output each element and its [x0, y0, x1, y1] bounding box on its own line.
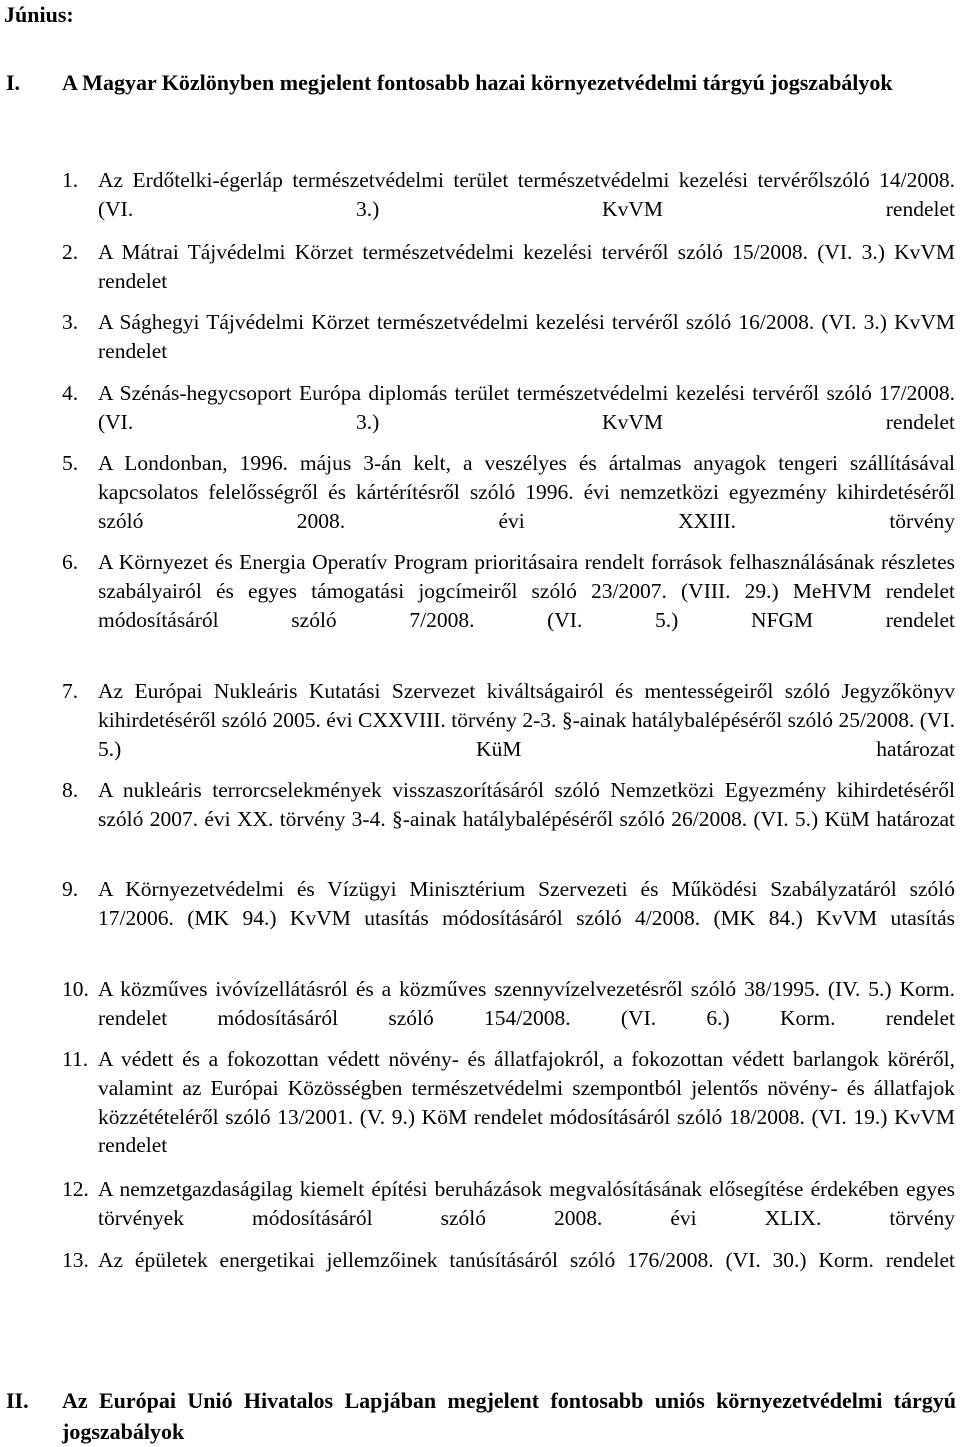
item-number: 13. [62, 1248, 89, 1272]
item-number: 2. [62, 240, 79, 264]
item-number: 11. [62, 1047, 89, 1071]
month-heading: Június: [4, 2, 74, 27]
item-number: 9. [62, 877, 79, 901]
item-number: 8. [62, 778, 79, 802]
item-number: 4. [62, 381, 79, 405]
section-number: II. [6, 1388, 29, 1413]
section-number: I. [6, 70, 21, 95]
list-item [62, 1246, 955, 1304]
item-text: Az Európai Nukleáris Kutatási Szervezet kiváltságairól és mentességeiről szóló Jegyzőkönyv kihirdetéséről szóló 2005. évi CXXVIII. törvény 2-3. §-ainak hatálybalépéséről szóló 25/2008. (VI. 5.) KüM határozat [98, 679, 955, 761]
item-text: A nemzetgazdaságilag kiemelt építési beruházások megvalósításának elősegítése érdekében egyes törvények módosításáról szóló 2008. évi XLIX. törvény [98, 1177, 955, 1230]
item-number: 3. [62, 310, 79, 334]
item-text: A Mátrai Tájvédelmi Körzet természetvédelmi kezelési tervéről szóló 15/2008. (VI. 3.) KvVM rendelet [98, 240, 955, 293]
list-item [62, 776, 955, 862]
item-text: A Sághegyi Tájvédelmi Körzet természetvédelmi kezelési tervéről szóló 16/2008. (VI. 3.) KvVM rendelet [98, 310, 955, 363]
item-number: 6. [62, 550, 79, 574]
item-number: 10. [62, 977, 89, 1001]
section-title: A Magyar Közlönyben megjelent fontosabb hazai környezetvédelmi tárgyú jogszabályok [62, 70, 893, 95]
item-text: A Környezetvédelmi és Vízügyi Minisztérium Szervezeti és Működési Szabályzatáról szóló 17/2006. (MK 94.) KvVM utasítás módosításáról szóló 4/2008. (MK 84.) KvVM utasítás [98, 877, 955, 930]
item-text: A nukleáris terrorcselekmények visszaszorításáról szóló Nemzetközi Egyezmény kihirdetéséről szóló 2007. évi XX. törvény 3-4. §-ainak hatálybalépéséről szóló 26/2008. (VI. 5.) KüM határozat [98, 778, 955, 831]
list-item [62, 1045, 955, 1189]
item-text: Az épületek energetikai jellemzőinek tanúsításáról szóló 176/2008. (VI. 30.) Korm. rendelet [98, 1248, 955, 1272]
list-item [62, 548, 955, 663]
section-heading-2 [6, 1385, 956, 1444]
item-text: A Környezet és Energia Operatív Program prioritásaira rendelt források felhasználásának részletes szabályairól és egyes támogatási jogcímeiről szóló 23/2007. (VIII. 29.) MeHVM rendelet módosításáról szóló 7/2008. (VI. 5.) NFGM rendelet [98, 550, 955, 632]
item-number: 1. [62, 168, 79, 192]
section-heading-1 [6, 67, 956, 98]
item-text: A Londonban, 1996. május 3-án kelt, a veszélyes és ártalmas anyagok tengeri szállításával kapcsolatos felelősségről és kártérítésről szóló 1996. évi nemzetközi egyezmény kihirdetéséről szóló 2008. évi XXIII. törvény [98, 451, 955, 533]
item-number: 12. [62, 1177, 89, 1201]
item-text: A közműves ivóvízellátásról és a közműves szennyvízelvezetésről szóló 38/1995. (IV. 5.) Korm. rendelet módosításáról szóló 154/2008. (VI. 6.) Korm. rendelet [98, 977, 955, 1030]
item-number: 7. [62, 679, 79, 703]
list-item [62, 677, 955, 792]
item-text: Az Erdőtelki-égerláp természetvédelmi terület természetvédelmi kezelési tervérőlszóló 14/2008. (VI. 3.) KvVM rendelet [98, 168, 955, 221]
list-item [62, 449, 955, 564]
item-text: A Szénás-hegycsoport Európa diplomás terület természetvédelmi kezelési tervéről szóló 17/2008. (VI. 3.) KvVM rendelet [98, 381, 955, 434]
item-text: A védett és a fokozottan védett növény- és állatfajokról, a fokozottan védett barlangok köréről, valamint az Európai Közösségben természetvédelmi szempontból jelentős növény- és állatfajok közzétételéről szóló 13/2001. (V. 9.) KöM rendelet módosításáról szóló 18/2008. (VI. 19.) KvVM rendelet [98, 1047, 955, 1158]
item-number: 5. [62, 451, 79, 475]
section-title: Az Európai Unió Hivatalos Lapjában megjelent fontosabb uniós környezetvédelmi tárgyú jogszabályok [62, 1388, 956, 1444]
list-item [62, 875, 955, 961]
